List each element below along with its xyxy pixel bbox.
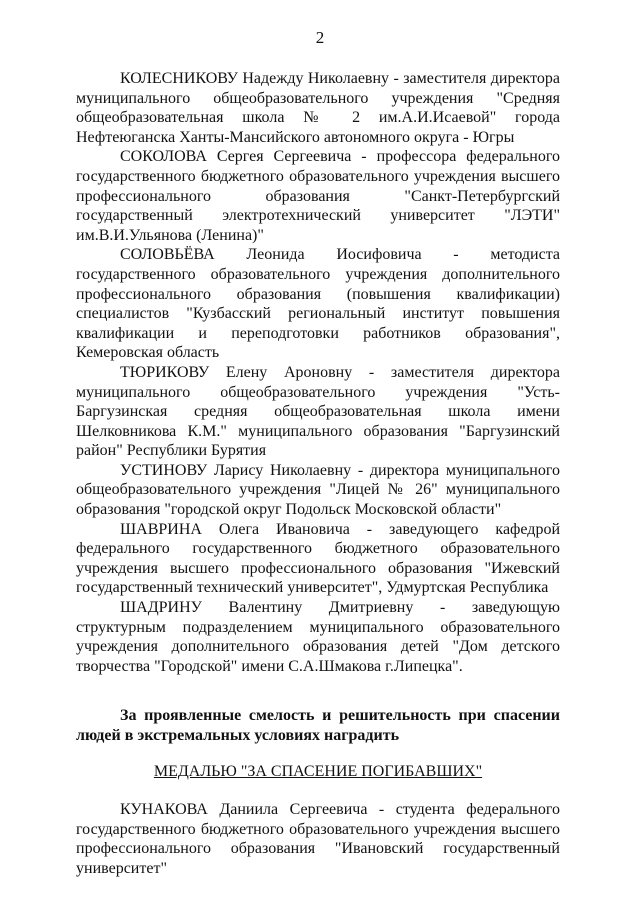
medal-entry-kunakov: КУНАКОВА Даниила Сергеевича - студента федерального государственного бюджетного образовательного учреждения высшего профессионального образования "Ивановский государственный университет": [76, 801, 560, 877]
award-entry-solovyev: СОЛОВЬЁВА Леонида Иосифовича - методиста государственного образовательного учреждения дополнительного профессионального образования (повышения квалификации) специалистов "Кузбасский региональный институт повышения квалификации и переподготовки работников образования", Кемеровская область: [76, 246, 560, 362]
award-entry-shavrin: ШАВРИНА Олега Ивановича - заведующего кафедрой федерального государственного бюджетного образовательного учреждения высшего профессионального образования "Ижевский государственный технический университет", Удмуртская Республика: [76, 520, 560, 597]
award-entry-tyurikova: ТЮРИКОВУ Елену Ароновну - заместителя директора муниципального общеобразовательного учреждения "Усть-Баргузинская средняя общеобразовательная школа имени Шелковникова К.М." муниципального образования "Баргузинский район" Республики Бурятия: [76, 363, 560, 460]
document-body: [76, 69, 560, 878]
page-number: 2: [315, 28, 325, 47]
award-entry-kolesnikova: КОЛЕСНИКОВУ Надежду Николаевну - заместителя директора муниципального общеобразовательного учреждения "Средняя общеобразовательная школа № 2 им.А.И.Исаевой" города Нефтеюганска Ханты-Мансийского автономного округа - Югры: [76, 70, 560, 146]
medal-title: МЕДАЛЬЮ "ЗА СПАСЕНИЕ ПОГИБАВШИХ": [153, 763, 483, 780]
award-section-heading: За проявленные смелость и решительность при спасении людей в экстремальных условиях наградить: [76, 707, 560, 745]
award-entry-shadrina: ШАДРИНУ Валентину Дмитриевну - заведующую структурным подразделением муниципального образовательного учреждения дополнительного образования детей "Дом детского творчества "Городской" имени С.А.Шмакова г.Липецка".: [76, 599, 560, 675]
award-entry-sokolov: СОКОЛОВА Сергея Сергеевича - профессора федерального государственного бюджетного образовательного учреждения высшего профессионального образования "Санкт-Петербургский государственный электротехнический университет "ЛЭТИ" им.В.И.Ульянова (Ленина)": [76, 148, 560, 244]
award-entry-ustinova: УСТИНОВУ Ларису Николаевну - директора муниципального общеобразовательного учреждения "Лицей № 26" муниципального образования "городской округ Подольск Московской области": [76, 461, 560, 519]
